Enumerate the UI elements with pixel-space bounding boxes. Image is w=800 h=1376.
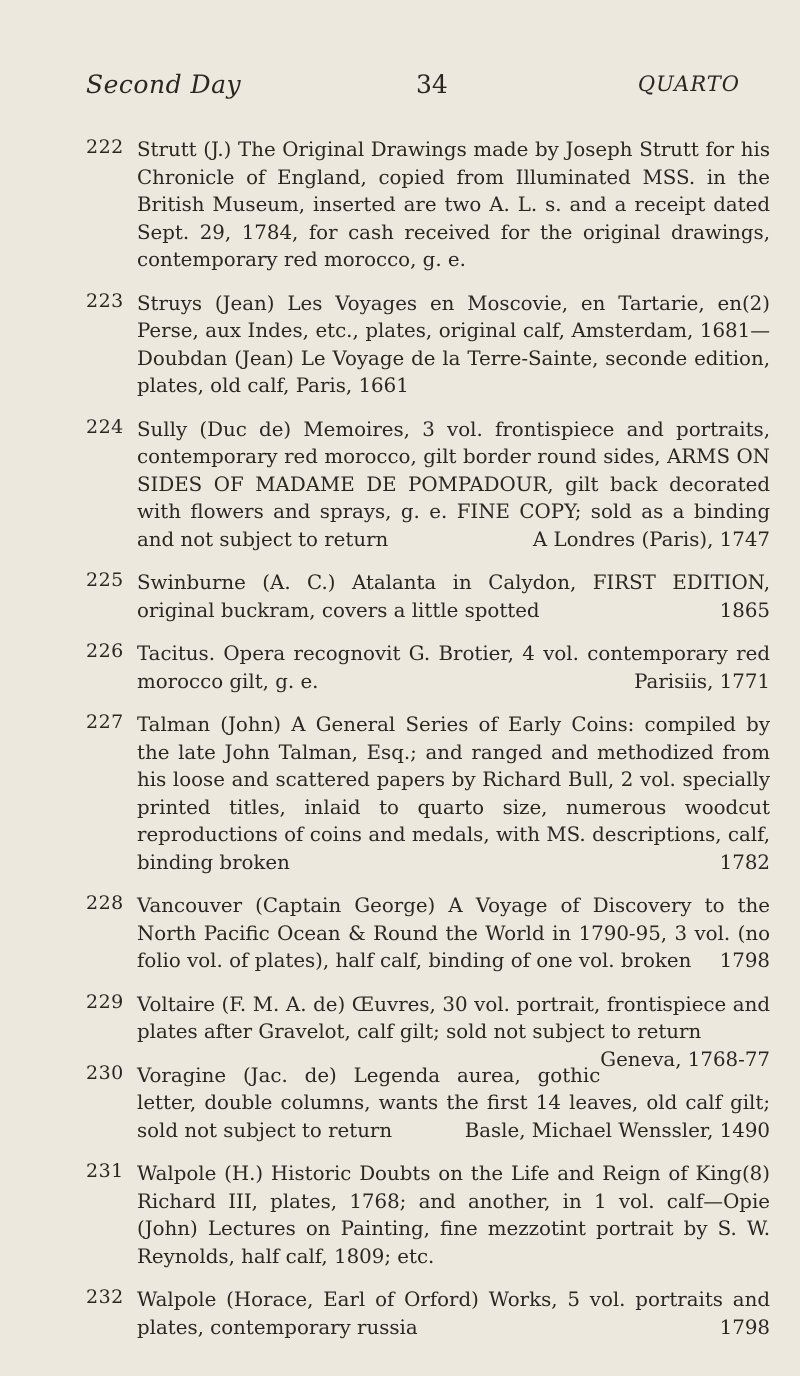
lot-entry xyxy=(0,1062,800,1145)
lot-imprint: 1782 xyxy=(719,850,770,874)
lot-description: Talman (John) A General Series of Early Coins: compiled by the late John Talman, Esq.; and ranged and methodized from his loose and scattered papers by Richard Bull, 2 vol. specially printed titles, inlaid to quarto size, numerous woodcut reproductions of coins and medals, with MS. descriptions, calf, binding broken xyxy=(137,713,770,874)
lot-imprint: 1798 xyxy=(719,949,770,972)
lot-entry xyxy=(0,640,800,695)
lot-entry xyxy=(0,1286,800,1341)
lot-entry xyxy=(0,990,800,1071)
lot-number: 227 xyxy=(86,711,124,733)
lot-imprint: 1798 xyxy=(719,1315,770,1339)
lot-description: Walpole (H.) Historic Doubts on the Life and Reign of King Richard III, plates, 1768; and another, in 1 vol. calf—Opie (John) Lectures on Painting, fine mezzotint portrait by S. W. Reynolds, half calf, 1809; etc. xyxy=(137,1162,770,1268)
lot-number: 232 xyxy=(86,1286,124,1308)
lot-description: Vancouver (Captain George) A Voyage of Discovery to the North Pacific Ocean & Round the World in 1790-95, 3 vol. (no folio vol. of plates), half calf, binding of one vol. broken xyxy=(137,894,770,972)
lot-imprint: Geneva, 1768-77 xyxy=(600,1047,770,1071)
lot-entry xyxy=(0,136,800,274)
lot-entry xyxy=(0,1160,800,1270)
lot-number: 224 xyxy=(86,415,124,438)
lot-description: Strutt (J.) The Original Drawings made by Joseph Strutt for his Chronicle of England, copied from Illuminated MSS. in the British Museum, inserted are two A. L. s. and a receipt dated Sept. 29, 1784, for cash received for the original drawings, contemporary red morocco, g. e. xyxy=(137,138,770,271)
lot-list xyxy=(0,136,800,1357)
lot-imprint: 1865 xyxy=(719,598,770,622)
lot-number: 223 xyxy=(86,289,124,312)
lot-description: Sully (Duc de) Memoires, 3 vol. frontispiece and portraits, contemporary red morocco, gilt border round sides, ARMS ON SIDES OF MADAME DE POMPADOUR, gilt back decorated with flowers and sprays, g. e. FINE COPY; sold as a binding and not subject to return xyxy=(137,417,770,551)
lot-number: 231 xyxy=(86,1160,124,1182)
lot-count: (8) xyxy=(741,1162,770,1185)
lot-imprint: A Londres (Paris), 1747 xyxy=(532,527,770,551)
lot-entry xyxy=(0,290,800,400)
lot-entry xyxy=(0,711,800,876)
lot-count: (2) xyxy=(741,291,770,315)
lot-number: 229 xyxy=(86,990,124,1013)
lot-description: Voragine (Jac. de) Legenda aurea, gothic letter, double columns, wants the first 14 leaves, old calf gilt; sold not subject to return xyxy=(137,1063,770,1142)
lot-number: 228 xyxy=(86,892,124,914)
lot-description: Struys (Jean) Les Voyages en Moscovie, en Tartarie, en Perse, aux Indes, etc., plates, original calf, Amsterdam, 1681—Doubdan (Jean) Le Voyage de la Terre-Sainte, seconde edition, plates, old calf, Paris, 1661 xyxy=(137,291,770,397)
lot-number: 230 xyxy=(86,1061,124,1084)
lot-imprint: Parisiis, 1771 xyxy=(634,669,770,693)
lot-description: Tacitus. Opera recognovit G. Brotier, 4 vol. contemporary red morocco gilt, g. e. xyxy=(137,642,770,693)
lot-description: Swinburne (A. C.) Atalanta in Calydon, FIRST EDITION, original buckram, covers a little spotted xyxy=(137,571,770,622)
lot-number: 226 xyxy=(86,640,124,662)
lot-description: Walpole (Horace, Earl of Orford) Works, 5 vol. portraits and plates, contemporary russia xyxy=(137,1288,770,1339)
lot-description: Voltaire (F. M. A. de) Œuvres, 30 vol. portrait, frontispiece and plates after Gravelot, calf gilt; sold not subject to return xyxy=(137,992,770,1043)
lot-entry xyxy=(0,416,800,554)
running-head-day: Second Day xyxy=(86,70,242,99)
running-head-format: QUARTO xyxy=(637,72,740,96)
lot-entry xyxy=(0,892,800,975)
lot-entry xyxy=(0,569,800,624)
page-number: 34 xyxy=(416,70,448,99)
page-header xyxy=(86,70,740,110)
lot-imprint: Basle, Michael Wenssler, 1490 xyxy=(464,1118,770,1142)
lot-number: 225 xyxy=(86,569,124,591)
lot-number: 222 xyxy=(86,136,124,158)
